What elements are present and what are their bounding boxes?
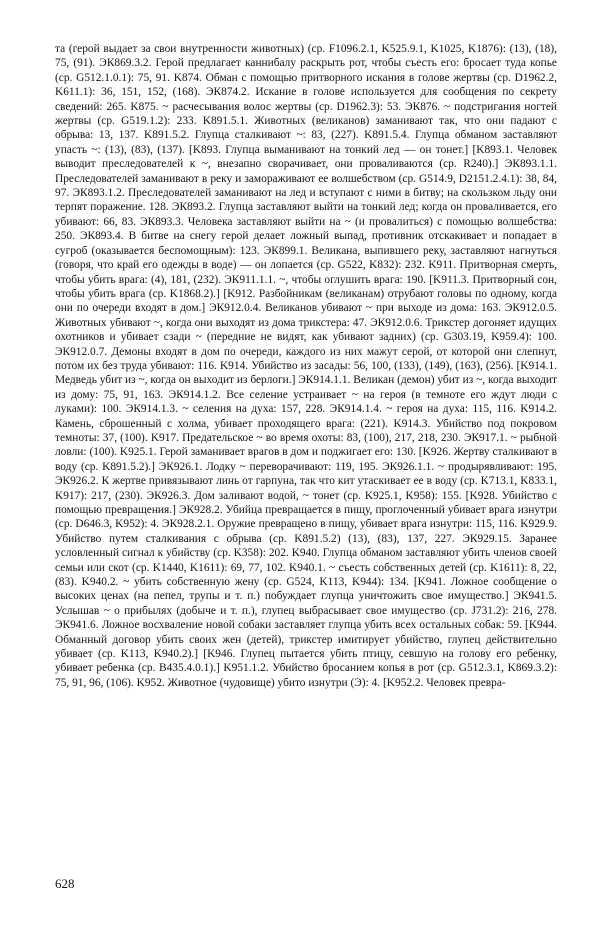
- index-paragraph: та (герой выдает за свои внутренности животных) (ср. F1096.2.1, K525.9.1, K1025, K1876): (13), (18), 75, (91). ЭК869.3.2. Герой предлагает каннибалу раскрыть рот, чтобы съесть его: бросает туда копье (ср. G512.1.0.1): 75, 91. K874. Обман с помощью притворного искания в голове жертвы (ср. D1962.2, K611.1): 36, 151, 152, (168). ЭК874.2. Искание в голове используется для сообщения по секрету сведений: 265. K875. ~ расчесывания волос жертвы (ср. D1962.3): 53. ЭК876. ~ подстригания ногтей жертвы (ср. G519.1.2): 233. K891.5.1. Животных (великанов) заманивают так, что они падают с обрыва: 13, 137. K891.5.2. Глупца сталкивают ~: 83, (227). K891.5.4. Глупца обманом заставляют упасть ~: (13), (83), (137). [K893. Глупца выманивают на тонкий лед — он тонет.] [K893.1. Человек выводит преследователей к ~, внезапно сворачивает, они проваливаются (ср. R240).] ЭК893.1.1. Преследователей заманивают в реку и замораживают ее волшебством (ср. G514.9, D2151.2.4.1): 38, 84, 97. ЭК893.1.2. Преследователей заманивают на лед и вступают с ними в битву; на скользком льду они терпят поражение. 128. ЭК893.2. Глупца заставляют выйти на тонкий лед; когда он проваливается, его убивают: 66, 83. ЭК893.3. Человека заставляют выйти на ~ (и провалиться) с помощью волшебства: 250. ЭК893.4. В битве на снегу герой делает ложный выпад, противник отскакивает и попадает в сугроб (оказывается беспомощным): 123. ЭК899.1. Великана, выпившего реку, заставляют нагнуться (говоря, что край его одежды в воде) — он лопается (ср. G522, K832): 232. K911. Притворная смерть, чтобы убить врага: (4), 181, (232). ЭК911.1.1. ~, чтобы оглушить врага: 190. [K911.3. Притворный сон, чтобы убить врага (ср. K1868.2).] [K912. Разбойникам (великанам) отрубают головы по одному, когда они по очереди входят в дом.] ЭК912.0.4. Великанов убивают ~ при выходе из дома: 163. ЭК912.0.5. Животных убивают ~, когда они выходят из дома трикстера: 47. ЭК912.0.6. Трикстер догоняет идущих охотников и убивает сзади ~ (передние не видят, как убивают задних) (ср. G303.19, K959.4): 100. ЭК912.0.7. Демоны входят в дом по очереди, каждого из них мажут серой, от которой они слепнут, потом их без труда убивают: 116. K914. Убийство из засады: 56, 100, (133), (149), (163), (256). [K914.1. Медведь убит из ~, когда он выходит из берлоги.] ЭК914.1.1. Великан (демон) убит из ~, когда выходит из дому: 75, 91, 163. ЭК914.1.2. Все селение устраивает ~ на героя (в темноте его ждут люди с луками): 100. ЭК914.1.3. ~ селения на духа: 157, 228. ЭК914.1.4. ~ героя на духа: 115, 116. K914.2. Камень, сброшенный с холма, убивает проходящего врага: (221). K914.3. Убийство под покровом темноты: 37, (100). K917. Предательское ~ во время охоты: 83, (100), 217, 218, 230. ЭК917.1. ~ рыбной ловли: (100). K925.1. Герой заманивает врагов в дом и поджигает его: 130. [K926. Жертву сталкивают в воду (ср. K891.5.2).] ЭК926.1. Лодку ~ переворачивают: 119, 195. ЭК926.1.1. ~ продырявливают: 195. ЭК926.2. К жертве привязывают линь от гарпуна, так что кит утаскивает ее в воду (ср. K713.1, K833.1, K917): 217, (230). ЭК926.3. Дом заливают водой, ~ тонет (ср. K925.1, K958): 155. [K928. Убийство с помощью превращения.] ЭК928.2. Убийца превращается в пищу, проглоченный убивает врага изнутри (ср. D646.3, K952): 4. ЭК928.2.1. Оружие превращено в пищу, убивает врага изнутри: 115, 116. K929.9. Убийство путем сталкивания с обрыва (ср. K891.5.2) (13), (83), 137, 227. ЭК929.15. Заранее условленный сигнал к убийству (ср. K358): 202. K940. Глупца обманом заставляют убить членов своей семьи или скот (ср. K1440, K1611): 69, 77, 102. K940.1. ~ съесть собственных детей (ср. K1611): 8, 22, (83). K940.2. ~ убить собственную жену (ср. G524, K113, K944): 134. [K941. Ложное сообщение о высоких ценах (на пепел, трупы и т. п.) побуждает глупца уничтожить свое имущество.] ЭК941.5. Услышав ~ о прибылях (добыче и т. п.), глупец выбрасывает свое имущество (ср. J731.2): 216, 278. ЭК941.6. Ложное восхваление новой собаки заставляет глупца убить всех остальных собак: 59. [K944. Обманный договор убить своих жен (детей), трикстер имитирует убийство, глупец действительно убивает (ср. K113, K940.2).] [K946. Глупец пытается убить птицу, севшую на голову его ребенку, убивает ребенка (ср. B435.4.0.1).] K951.1.2. Убийство бросанием копья в рот (ср. G512.3.1, K869.3.2): 75, 91, 96, (106). K952. Животное (чудовище) убито изнутри (Э): 4. [K952.2. Человек превра-: [55, 43, 557, 689]
- index-text-block: [55, 42, 557, 690]
- page-number: 628: [55, 876, 75, 891]
